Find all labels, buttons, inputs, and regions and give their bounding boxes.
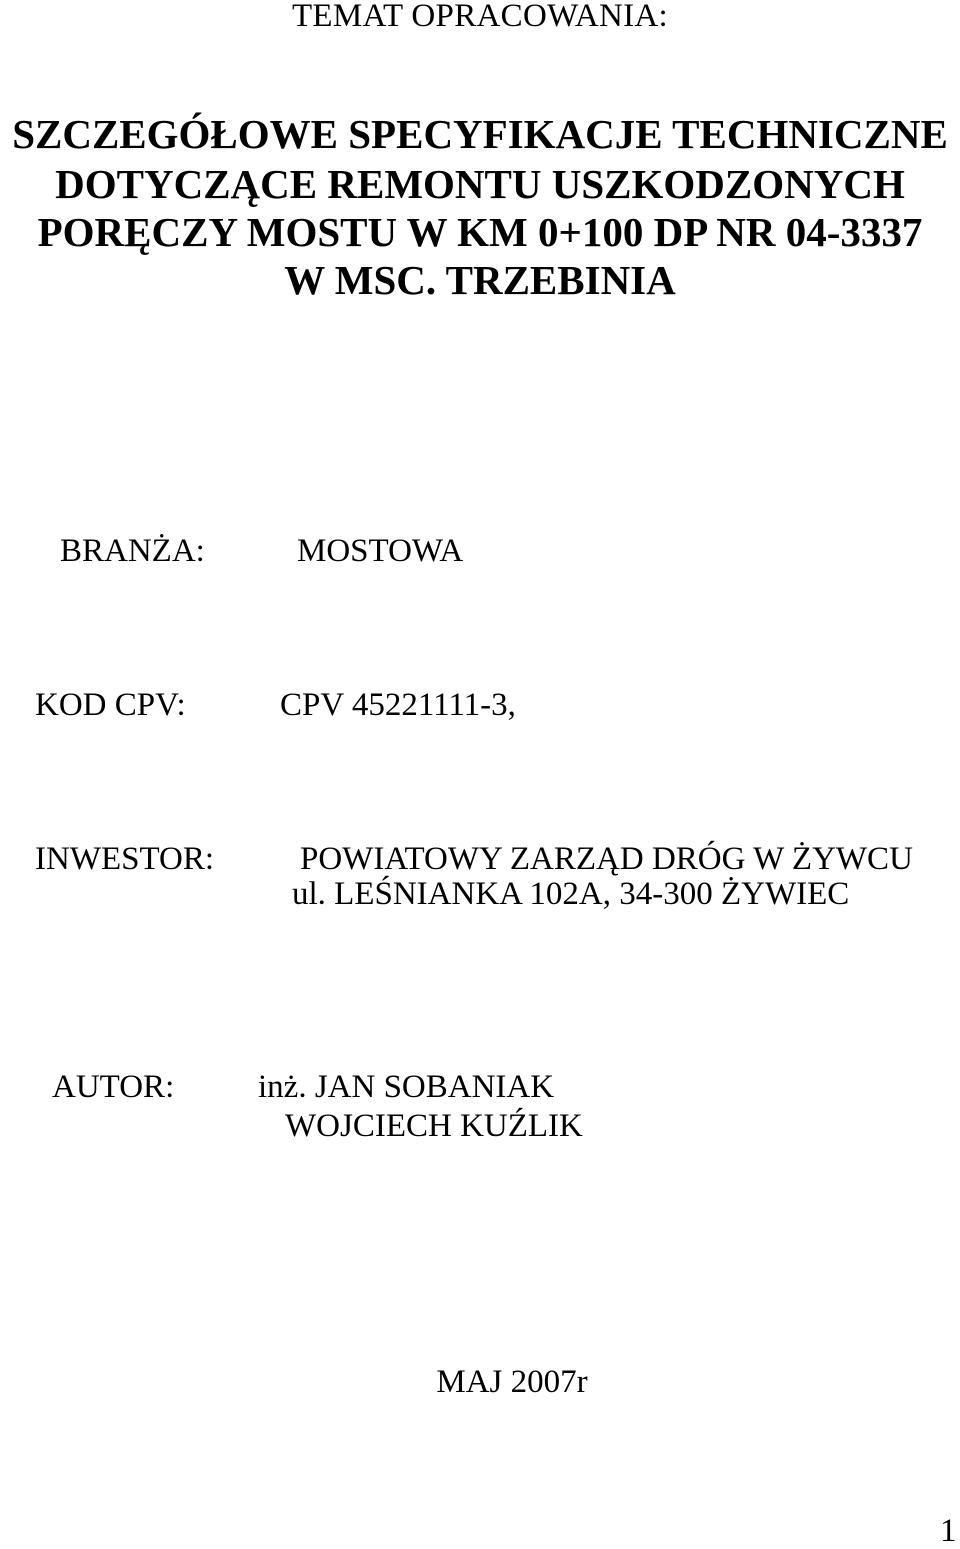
author-name-1: inż. JAN SOBANIAK (258, 1069, 555, 1105)
topic-label: TEMAT OPRACOWANIA: (291, 0, 669, 34)
title-line-1: SZCZEGÓŁOWE SPECYFIKACJE TECHNICZNE (12, 111, 948, 157)
cpv-label: KOD CPV: (35, 687, 186, 723)
investor-name: POWIATOWY ZARZĄD DRÓG W ŻYWCU (300, 841, 913, 877)
author-name-2: WOJCIECH KUŹLIK (285, 1108, 583, 1144)
page-number: 1 (940, 1513, 957, 1549)
branza-label: BRANŻA: (60, 533, 205, 569)
cpv-value: CPV 45221111-3, (280, 687, 516, 723)
investor-address: ul. LEŚNIANKA 102A, 34-300 ŻYWIEC (292, 876, 850, 912)
author-label: AUTOR: (52, 1069, 175, 1105)
branza-value: MOSTOWA (297, 533, 464, 569)
title-line-4: W MSC. TRZEBINIA (284, 257, 676, 303)
title-line-2: DOTYCZĄCE REMONTU USZKODZONYCH (55, 161, 905, 207)
document-date: MAJ 2007r (436, 1364, 588, 1400)
title-line-3: PORĘCZY MOSTU W KM 0+100 DP NR 04-3337 (37, 209, 923, 255)
investor-label: INWESTOR: (35, 841, 215, 877)
